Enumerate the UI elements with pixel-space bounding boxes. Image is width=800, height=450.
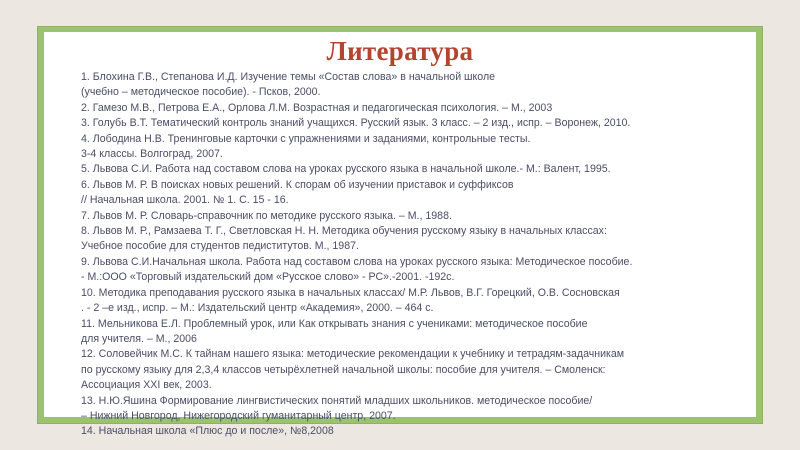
reference-line: (учебно – методическое пособие). - Псков, 2000. (81, 86, 321, 99)
reference-item (81, 286, 751, 317)
reference-item (81, 101, 751, 116)
reference-item (81, 132, 751, 163)
reference-item (81, 224, 751, 255)
reference-line: // Начальная школа. 2001. № 1. С. 15 - 16. (81, 194, 289, 207)
reference-line: – Нижний Новгород, Нижегородский гуманитарный центр, 2007. (81, 409, 396, 422)
reference-line: 7. Львов М. Р. Словарь-справочник по методике русского языка. – М., 1988. (81, 209, 452, 222)
reference-line: 13. Н.Ю.Яшина Формирование лингвистических понятий младших школьников. методическое пособие/ (81, 394, 593, 407)
slide-title: Литература (326, 36, 474, 66)
reference-line: . - 2 –е изд., испр. – М.: Издательский центр «Академия», 2000. – 464 с. (81, 302, 434, 315)
reference-item (81, 255, 751, 286)
reference-line: 3-4 классы. Волгоград, 2007. (81, 148, 223, 161)
reference-line: - М.:ООО «Торговый издательский дом «Русское слово» - РС».-2001. -192с. (81, 271, 455, 284)
reference-line: 8. Львов М. Р., Рамзаева Т. Г., Светловская Н. Н. Методика обучения русскому языку в начальных классах: (81, 225, 607, 238)
reference-line: 5. Львова С.И. Работа над составом слова на уроках русского языка в начальной школе.- М.: Валент, 1995. (81, 163, 611, 176)
reference-line: для учителя. – М., 2006 (81, 332, 197, 345)
reference-item (81, 162, 751, 177)
reference-line: по русскому языку для 2,3,4 классов четырёхлетней начальной школы: пособие для учителя. – Смоленск: (81, 363, 606, 376)
reference-line: 14. Начальная школа «Плюс до и после», №8,2008 (81, 425, 334, 438)
reference-line: 6. Львов М. Р. В поисках новых решений. К спорам об изучении приставок и суффиксов (81, 178, 514, 191)
reference-item (81, 209, 751, 224)
reference-item (81, 424, 751, 439)
reference-line: Ассоциация XXI век, 2003. (81, 379, 212, 392)
reference-line: 11. Мельникова Е.Л. Проблемный урок, или Как открывать знания с учениками: методическое пособие (81, 317, 588, 330)
reference-line: Учебное пособие для студентов педиститутов. М., 1987. (81, 240, 359, 253)
reference-item (81, 317, 751, 348)
reference-item (81, 347, 751, 393)
reference-list (81, 70, 751, 440)
reference-line: 4. Лободина Н.В. Тренинговые карточки с упражнениями и заданиями, контрольные тесты. (81, 132, 531, 145)
reference-line: 10. Методика преподавания русского языка в начальных классах/ М.Р. Львов, В.Г. Горецкий, О.В. Сосновская (81, 286, 620, 299)
reference-line: 1. Блохина Г.В., Степанова И.Д. Изучение темы «Состав слова» в начальной школе (81, 71, 496, 83)
reference-item (81, 116, 751, 131)
reference-line: 9. Львова С.И.Начальная школа. Работа над составом слова на уроках русского языка: Методическое пособие. (81, 255, 633, 268)
reference-line: 3. Голубь В.Т. Тематический контроль знаний учащихся. Русский язык. 3 класс. – 2 изд., испр. – Воронеж, 2010. (81, 117, 631, 130)
reference-line: 2. Гамезо М.В., Петрова Е.А., Орлова Л.М. Возрастная и педагогическая психология. – М., 2003 (81, 101, 553, 114)
reference-item (81, 178, 751, 209)
reference-item (81, 70, 751, 101)
reference-item (81, 394, 751, 425)
reference-line: 12. Соловейчик М.С. К тайнам нашего языка: методические рекомендации к учебнику и тетрадям-задачникам (81, 348, 625, 361)
